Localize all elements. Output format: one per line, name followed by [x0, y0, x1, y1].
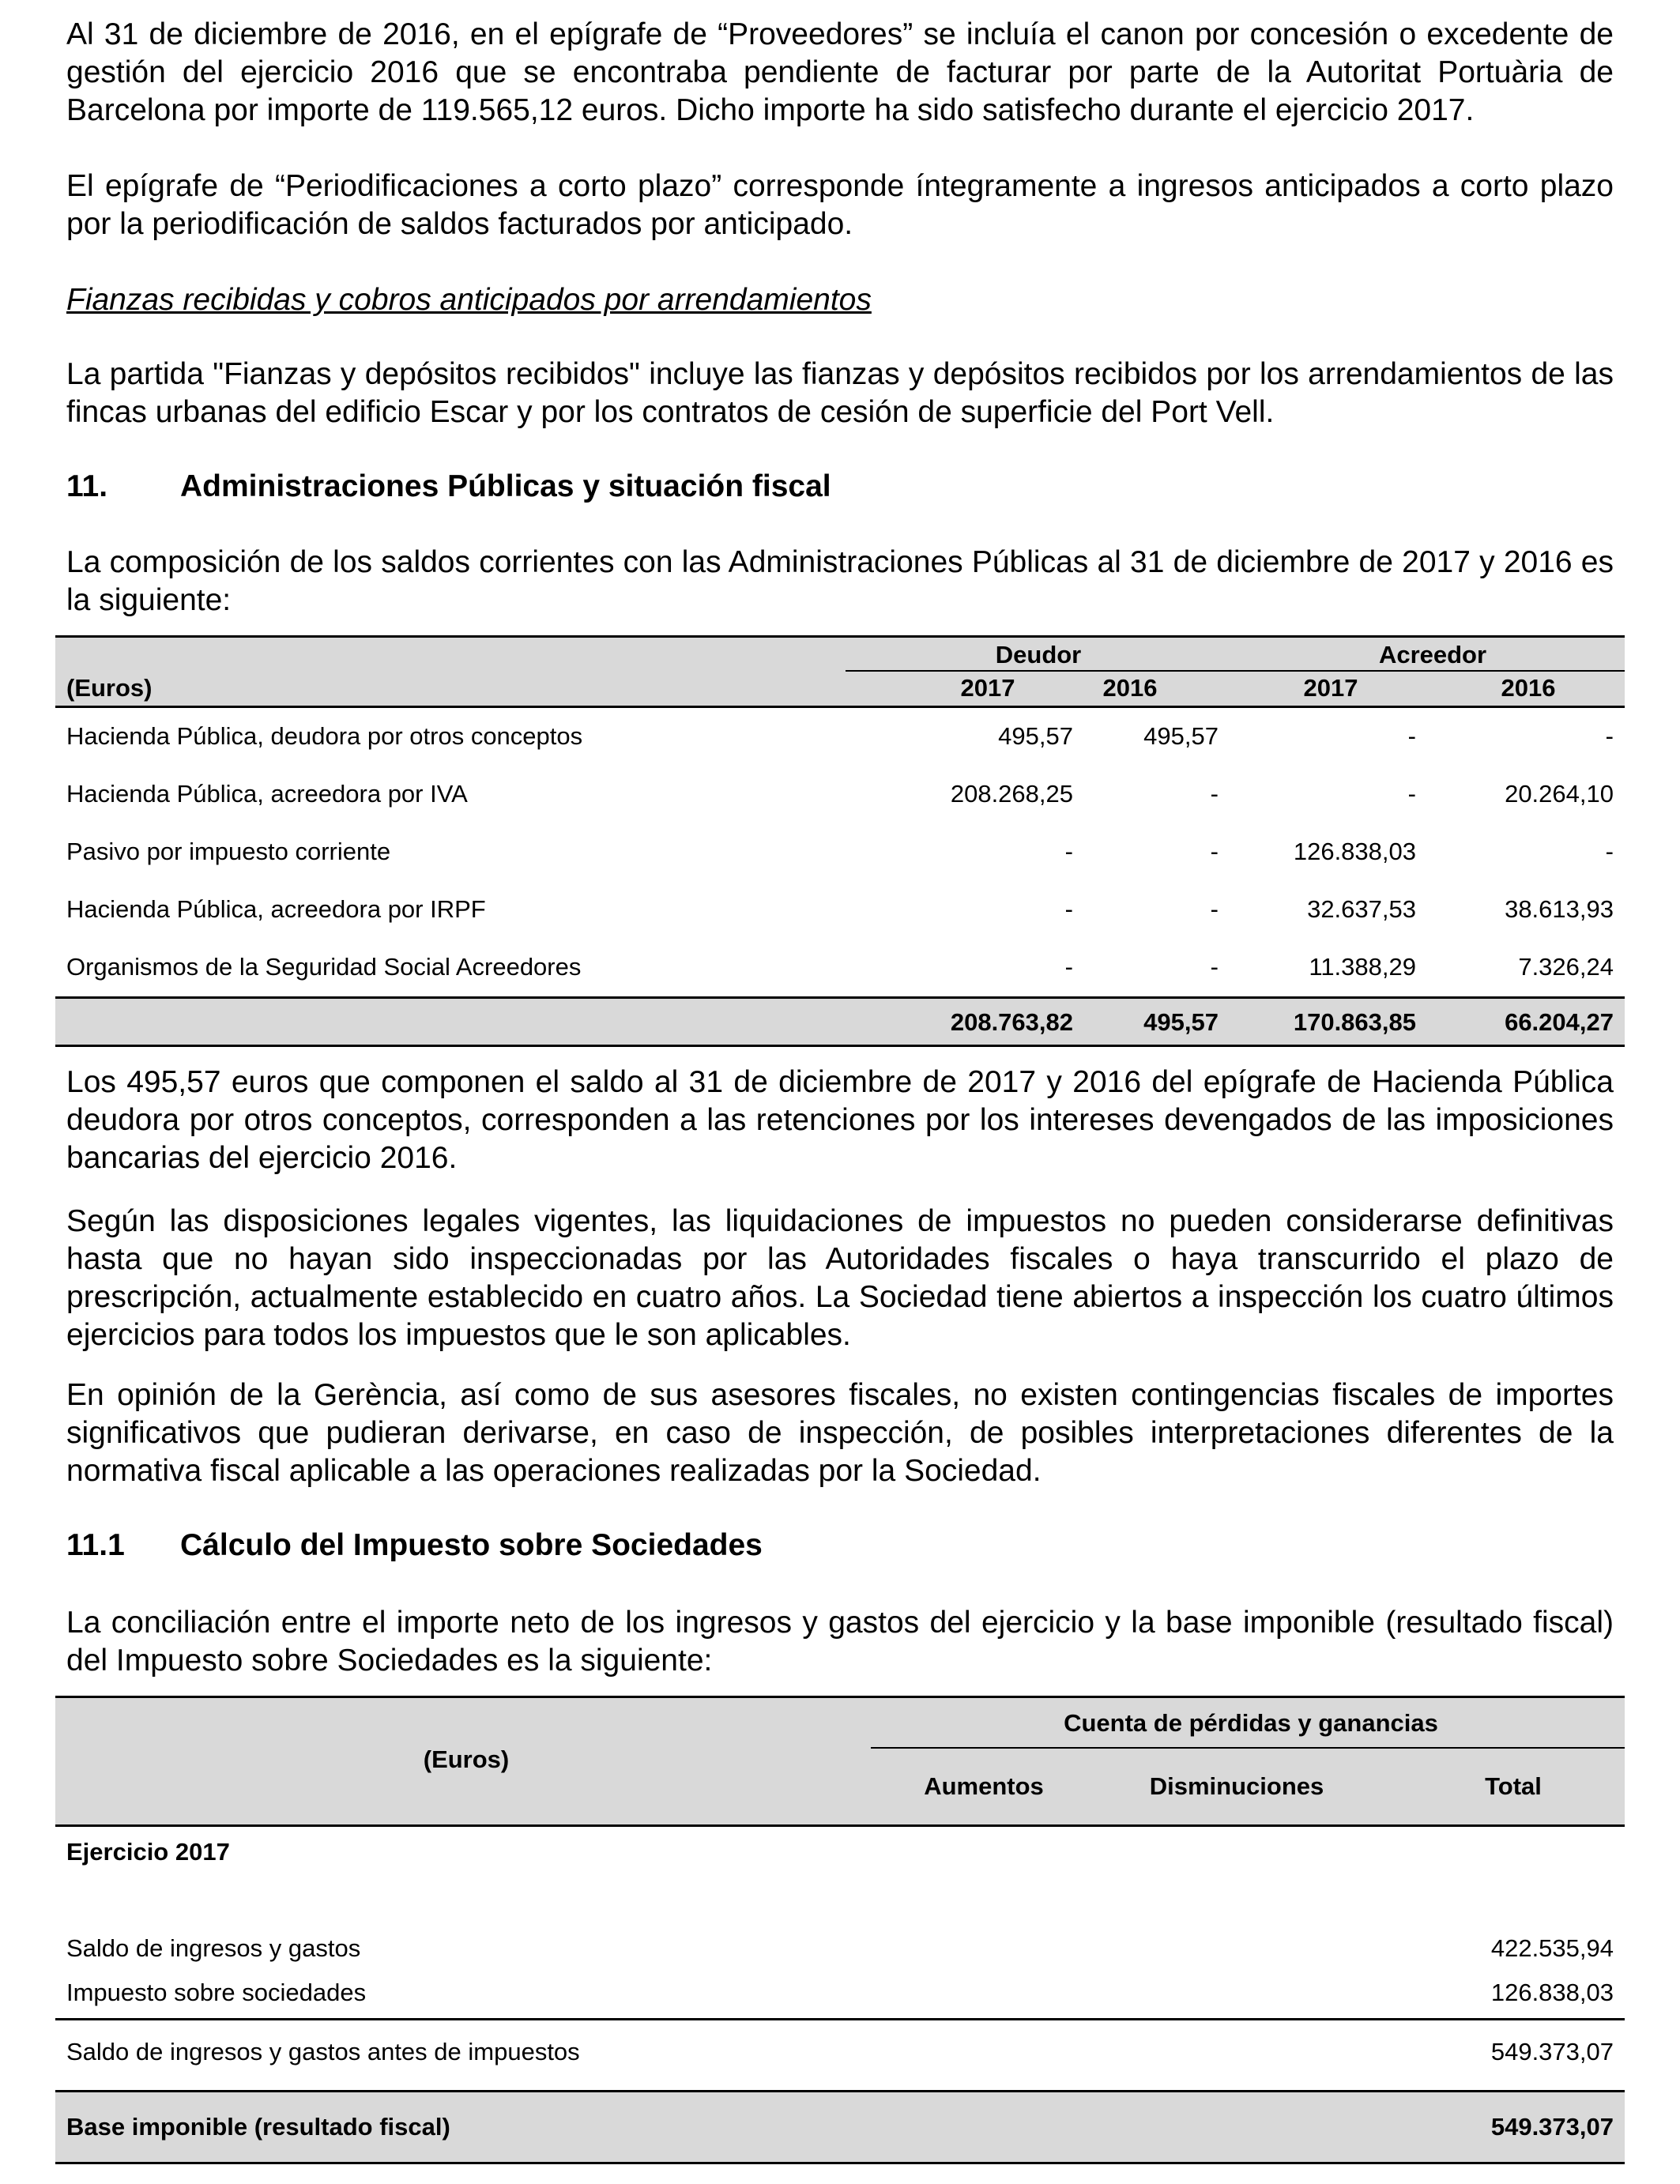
cell-d2016: -	[1210, 838, 1219, 865]
table-row	[55, 1925, 1625, 1972]
subtitle-fianzas: Fianzas recibidas y cobros anticipados por arrendamientos	[66, 283, 872, 317]
cell-a2016: -	[1605, 838, 1614, 865]
cell-a2016: -	[1605, 722, 1614, 750]
section-number: 11.1	[66, 1528, 125, 1562]
total-deudor-2016: 495,57	[1143, 1008, 1219, 1036]
group-header-deudor: Deudor	[995, 641, 1082, 668]
table-total-row	[55, 996, 1625, 1047]
table-row	[55, 939, 1625, 996]
cell-a2017: 32.637,53	[1307, 895, 1416, 923]
table-body	[55, 708, 1625, 996]
cell-d2017: -	[1064, 895, 1073, 923]
cell-d2017: 208.268,25	[950, 780, 1073, 808]
table-row	[55, 823, 1625, 881]
section-title: Cálculo del Impuesto sobre Sociedades	[180, 1528, 763, 1562]
row-label: Hacienda Pública, acreedora por IRPF	[66, 895, 486, 923]
cell-a2017: -	[1407, 780, 1416, 808]
table-row	[55, 708, 1625, 766]
group-header-pyg: Cuenta de pérdidas y ganancias	[1064, 1709, 1438, 1737]
paragraph-periodificaciones: El epígrafe de “Periodificaciones a corto plazo” corresponde íntegramente a ingresos anticipados a corto plazo por la periodificación de saldos facturados por anticipado.	[66, 169, 1614, 241]
row-total: 422.535,94	[1490, 1934, 1614, 1962]
row-label: Impuesto sobre sociedades	[66, 1979, 367, 2006]
row-label: Hacienda Pública, deudora por otros conceptos	[66, 722, 583, 750]
total-acreedor-2017: 170.863,85	[1293, 1008, 1416, 1036]
total-deudor-2017: 208.763,82	[950, 1008, 1073, 1036]
cell-d2017: 495,57	[998, 722, 1073, 750]
cell-d2016: -	[1210, 953, 1219, 981]
row-total: 549.373,07	[1490, 2038, 1614, 2065]
cell-d2016: 495,57	[1143, 722, 1219, 750]
row-total: 549.373,07	[1490, 2113, 1614, 2141]
section-label: Ejercicio 2017	[66, 1838, 230, 1866]
paragraph-conciliacion: La conciliación entre el importe neto de los ingresos y gastos del ejercicio y la base imponible (resultado fiscal) del Impuesto sobre Sociedades es la siguiente:	[66, 1606, 1614, 1678]
paragraph-495: Los 495,57 euros que componen el saldo al 31 de diciembre de 2017 y 2016 del epígrafe de Hacienda Pública deudora por otros conceptos, corresponden a las retenciones por los intereses devengados de las imposiciones bancarias del ejercicio 2016.	[66, 1065, 1614, 1175]
paragraph-fianzas: La partida "Fianzas y depósitos recibidos" incluye las fianzas y depósitos recibidos por los arrendamientos de las fincas urbanas del edificio Escar y por los contratos de cesión de superficie del Port Vell.	[66, 357, 1614, 429]
group-underline	[871, 1747, 1625, 1749]
row-label: Base imponible (resultado fiscal)	[66, 2113, 450, 2141]
cell-d2017: -	[1064, 953, 1073, 981]
year-header: 2017	[1303, 674, 1358, 702]
administraciones-table	[55, 635, 1625, 1047]
table-header	[55, 635, 1625, 708]
col-header-aumentos: Aumentos	[924, 1772, 1044, 1800]
row-label: Pasivo por impuesto corriente	[66, 838, 391, 865]
col-header-total: Total	[1485, 1772, 1542, 1800]
cell-a2016: 7.326,24	[1518, 953, 1614, 981]
section-title: Administraciones Públicas y situación fiscal	[180, 469, 831, 503]
cell-d2017: -	[1064, 838, 1073, 865]
section-row	[55, 1827, 1625, 1925]
row-total: 126.838,03	[1490, 1979, 1614, 2006]
table-row	[55, 1972, 1625, 2020]
table-row	[55, 2020, 1625, 2090]
year-header: 2017	[960, 674, 1015, 702]
total-acreedor-2016: 66.204,27	[1505, 1008, 1614, 1036]
cell-a2016: 38.613,93	[1505, 895, 1614, 923]
paragraph-proveedores: Al 31 de diciembre de 2016, en el epígrafe de “Proveedores” se incluía el canon por concesión o excedente de gestión del ejercicio 2016 que se encontraba pendiente de facturar por parte de la Autoritat Portuària de Barcelona por importe de 119.565,12 euros. Dicho importe ha sido satisfecho durante el ejercicio 2017.	[66, 17, 1614, 127]
cell-d2016: -	[1210, 780, 1219, 808]
cell-a2017: -	[1407, 722, 1416, 750]
cell-d2016: -	[1210, 895, 1219, 923]
table-final-row	[55, 2090, 1625, 2164]
cell-a2017: 126.838,03	[1293, 838, 1416, 865]
paragraph-gerencia: En opinión de la Gerència, así como de sus asesores fiscales, no existen contingencias fiscales de importes significativos que pudieran derivarse, en caso de inspección, de posibles interpretaciones diferentes de la normativa fiscal aplicable a las operaciones realizadas por la Sociedad.	[66, 1378, 1614, 1488]
impuesto-sociedades-table	[55, 1696, 1625, 2164]
unit-label: (Euros)	[66, 674, 153, 702]
table-row	[55, 881, 1625, 939]
section-number: 11.	[66, 469, 108, 503]
year-header: 2016	[1501, 674, 1556, 702]
cell-a2016: 20.264,10	[1505, 780, 1614, 808]
row-label: Hacienda Pública, acreedora por IVA	[66, 780, 468, 808]
unit-label: (Euros)	[423, 1745, 510, 1773]
table-header	[55, 1696, 1625, 1827]
group-underline	[846, 670, 1625, 672]
section-heading-11-1	[66, 1527, 763, 1565]
paragraph-disposiciones: Según las disposiciones legales vigentes, las liquidaciones de impuestos no pueden considerarse definitivas hasta que no hayan sido inspeccionadas por las Autoridades fiscales o haya transcurrido el plazo de prescripción, actualmente establecido en cuatro años. La Sociedad tiene abiertos a inspección los cuatro últimos ejercicios para todos los impuestos que le son aplicables.	[66, 1204, 1614, 1352]
col-header-disminuciones: Disminuciones	[1149, 1772, 1324, 1800]
paragraph-composicion: La composición de los saldos corrientes con las Administraciones Públicas al 31 de diciembre de 2017 y 2016 es la siguiente:	[66, 545, 1614, 617]
row-label: Saldo de ingresos y gastos	[66, 1934, 361, 1962]
table-row	[55, 766, 1625, 823]
row-label: Organismos de la Seguridad Social Acreedores	[66, 953, 582, 981]
section-heading-11	[66, 468, 831, 506]
cell-a2017: 11.388,29	[1309, 953, 1416, 981]
row-label: Saldo de ingresos y gastos antes de impuestos	[66, 2038, 580, 2065]
year-header: 2016	[1102, 674, 1158, 702]
group-header-acreedor: Acreedor	[1378, 641, 1487, 668]
